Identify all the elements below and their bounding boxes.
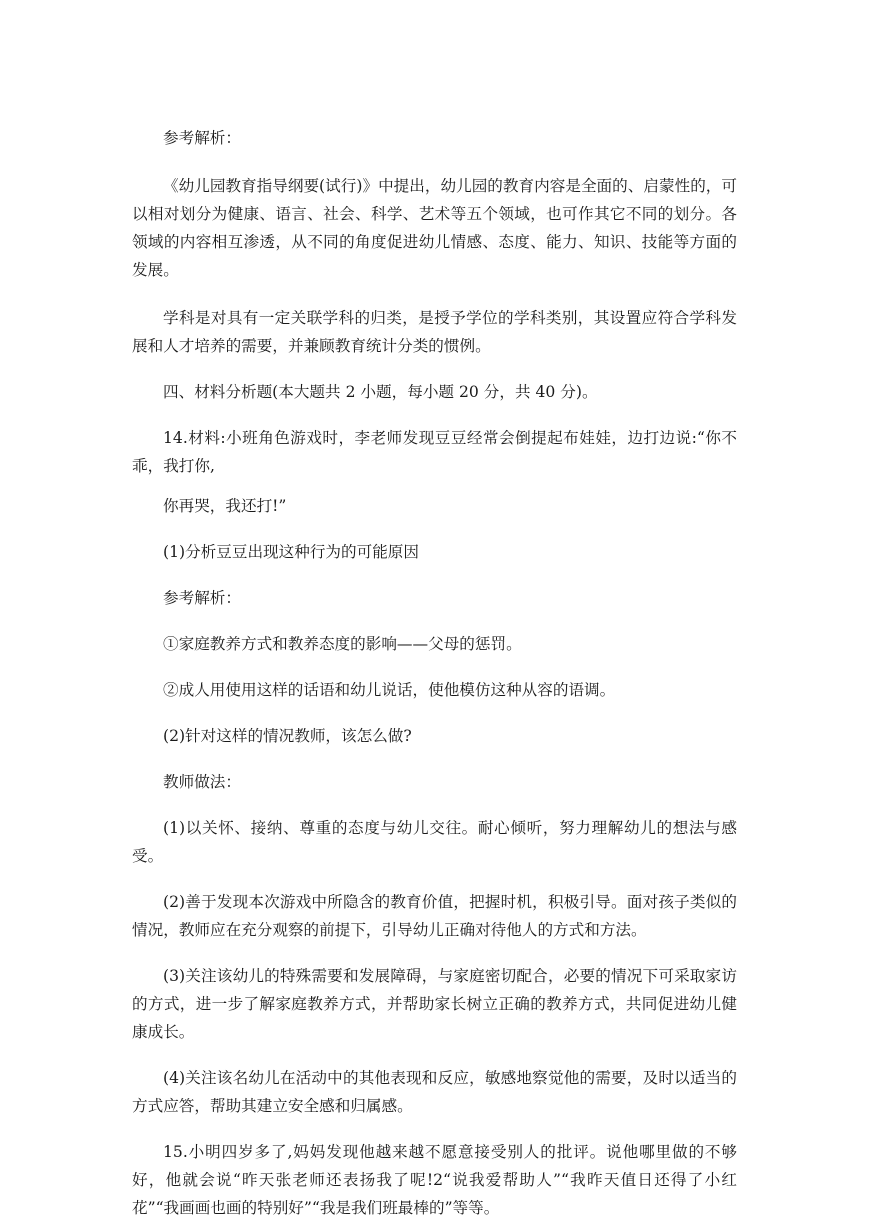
answer-point-2: ②成人用使用这样的话语和幼儿说话，使他模仿这种从容的语调。 <box>163 681 616 699</box>
answer-heading-2: 参考解析： <box>163 589 241 607</box>
question-14-material-continued: 你再哭，我还打!” <box>163 497 287 515</box>
teacher-approach-4: (4)关注该名幼儿在活动中的其他表现和反应，敏感地察觉他的需要，及时以适当的方式应答，帮助其建立安全感和归属感。 <box>132 1069 737 1115</box>
paragraph-subject-definition: 学科是对具有一定关联学科的归类，是授予学位的学科类别，其设置应符合学科发展和人才培养的需要，并兼顾教育统计分类的惯例。 <box>132 309 737 355</box>
answer-point-1: ①家庭教养方式和教养态度的影响——父母的惩罚。 <box>163 635 522 653</box>
question-15-material: 15.小明四岁多了,妈妈发现他越来越不愿意接受别人的批评。说他哪里做的不够好，他就会说“昨天张老师还表扬我了呢!2“说我爱帮助人”“我昨天值日还得了小红花”“我画画也画的特别好”“我是我们班最棒的”等等。 <box>132 1143 737 1217</box>
teacher-approach-2: (2)善于发现本次游戏中所隐含的教育价值，把握时机，积极引导。面对孩子类似的情况，教师应在充分观察的前提下，引导幼儿正确对待他人的方式和方法。 <box>132 893 737 939</box>
paragraph-guideline: 《幼儿园教育指导纲要(试行)》中提出，幼儿园的教育内容是全面的、启蒙性的，可以相对划分为健康、语言、社会、科学、艺术等五个领域，也可作其它不同的划分。各领域的内容相互渗透，从不同的角度促进幼儿情感、态度、能力、知识、技能等方面的发展。 <box>132 177 737 279</box>
question-14-material: 14.材料:小班角色游戏时，李老师发现豆豆经常会倒提起布娃娃，边打边说:“你不乖，我打你, <box>132 429 737 475</box>
question-14-part-2: (2)针对这样的情况教师，该怎么做? <box>163 727 412 745</box>
question-14-part-1: (1)分析豆豆出现这种行为的可能原因 <box>163 543 419 561</box>
teacher-approach-heading: 教师做法： <box>163 773 241 791</box>
answer-heading-1: 参考解析： <box>163 129 241 147</box>
teacher-approach-1: (1)以关怀、接纳、尊重的态度与幼儿交往。耐心倾听，努力理解幼儿的想法与感受。 <box>132 819 737 865</box>
section-heading-material-analysis: 四、材料分析题(本大题共 2 小题，每小题 20 分，共 40 分)。 <box>163 383 598 401</box>
teacher-approach-3: (3)关注该幼儿的特殊需要和发展障碍，与家庭密切配合，必要的情况下可采取家访的方式，进一步了解家庭教养方式，并帮助家长树立正确的教养方式，共同促进幼儿健康成长。 <box>132 967 737 1041</box>
